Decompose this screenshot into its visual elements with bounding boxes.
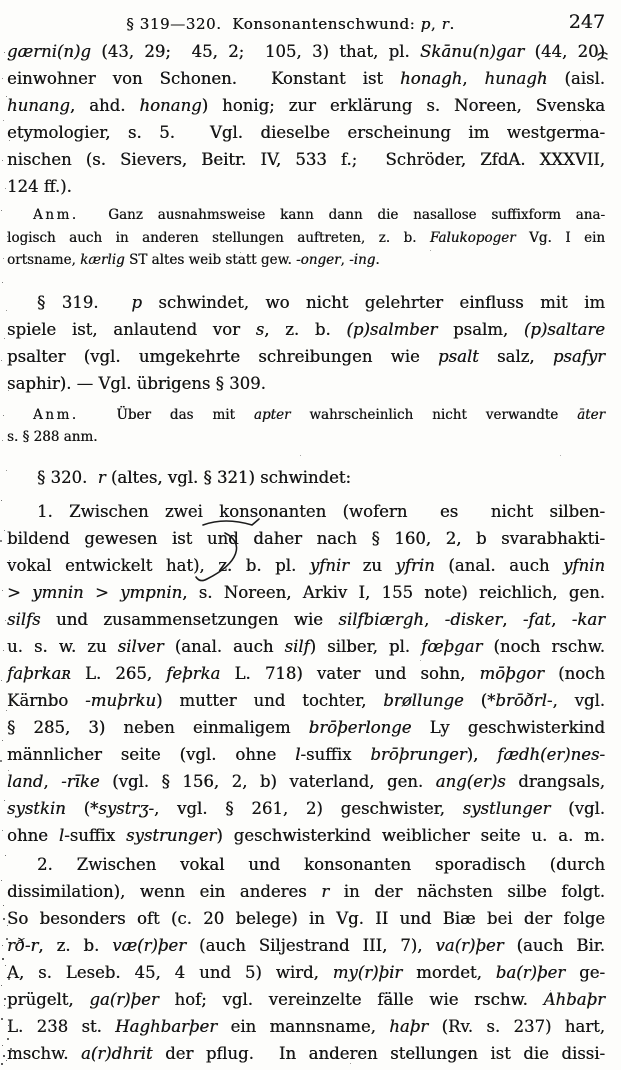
text-blocks bbox=[7, 38, 605, 1067]
text-line: logisch auch in anderen stellungen auftreten, z. b. Falukopoger Vg. I ein bbox=[7, 229, 605, 246]
text-line: rð-r, z. b. væ(r)þer (auch Siljestrand III, 7), va(r)þer (auch Bir. bbox=[7, 935, 605, 955]
text-line: dissimilation), wenn ein anderes r in der nächsten silbe folgt. bbox=[7, 881, 605, 901]
text-line: nischen (s. Sievers, Beitr. IV, 533 f.; Schröder, ZfdA. XXXVII, bbox=[7, 150, 605, 169]
text-line: faþrkaʀ L. 265, feþrka L. 718) vater und sohn, mōþgor (noch bbox=[7, 663, 605, 683]
text-line: gærni(n)g (43, 29; 45, 2; 105, 3) that, pl. Skānu(n)gar (44, 20) bbox=[7, 42, 605, 61]
scan-noise-speckles-large bbox=[0, 0, 2, 2]
paragraph-320-item-1 bbox=[7, 498, 605, 849]
text-line: > ymnin > ympnin, s. Noreen, Arkiv I, 155 note) reichlich, gen. bbox=[7, 582, 605, 602]
text-line: 124 ff.). bbox=[7, 177, 72, 196]
paragraph-320-item-2 bbox=[7, 851, 605, 1067]
text-line: mschw. a(r)dhrit der pflug. In anderen stellungen ist die dissi- bbox=[7, 1043, 605, 1063]
annotation-2 bbox=[7, 404, 605, 449]
text-line: vokal entwickelt hat), z. b. pl. yfnir zu yfrin (anal. auch yfnin bbox=[7, 555, 606, 575]
text-line: u. s. w. zu silver (anal. auch silf) silber, pl. fœþgar (noch rschw. bbox=[7, 636, 606, 656]
text-line: L. 238 st. Haghbarþer ein mannsname, haþr (Rv. s. 237) hart, bbox=[7, 1016, 605, 1036]
text-line: saphir). — Vgl. übrigens § 309. bbox=[7, 373, 266, 393]
text-line: A, s. Leseb. 45, 4 und 5) wird, my(r)þir mordet, ba(r)þer ge- bbox=[7, 962, 605, 982]
text-line: 1. Zwischen zwei konsonanten (wofern es nicht silben- bbox=[37, 501, 605, 521]
text-line: spiele ist, anlautend vor s, z. b. (p)salmber psalm, (p)saltare bbox=[7, 319, 605, 339]
text-line: psalter (vgl. umgekehrte schreibungen wie psalt salz, psafyr bbox=[7, 346, 605, 366]
text-line: ohne l-suffix systrunger) geschwisterkind weiblicher seite u. a. m. bbox=[7, 825, 605, 845]
text-line: ortsname, kærlig ST altes weib statt gew. -onger, -ing. bbox=[7, 252, 380, 268]
text-line: etymologier, s. 5. Vgl. dieselbe erscheinung im westgerma- bbox=[7, 123, 605, 142]
running-title: § 319—320. Konsonantenschwund: p, r. bbox=[126, 15, 455, 33]
text-line: Anm. Über das mit apter wahrscheinlich nicht verwandte āter bbox=[33, 406, 605, 423]
text-line: s. § 288 anm. bbox=[7, 429, 98, 445]
text-line: hunang, ahd. honang) honig; zur erklärung s. Noreen, Svenska bbox=[7, 96, 605, 115]
text-line: bildend gewesen ist und daher nach § 160, 2, b svarabhakti- bbox=[7, 528, 605, 548]
text-line: § 319. p schwindet, wo nicht gelehrter einfluss mit im bbox=[37, 292, 605, 312]
text-line: einwohner von Schonen. Konstant ist honagh, hunagh (aisl. bbox=[7, 69, 605, 88]
page-number: 247 bbox=[568, 11, 605, 33]
text-line: 2. Zwischen vokal und konsonanten sporadisch (durch bbox=[37, 854, 605, 874]
text-line: prügelt, ga(r)þer hof; vgl. vereinzelte fälle wie rschw. Ahbaþr bbox=[7, 989, 605, 1009]
paragraph-319 bbox=[7, 289, 605, 397]
annotation-1 bbox=[7, 204, 605, 272]
text-line: § 320. r (altes, vgl. § 321) schwindet: bbox=[37, 467, 351, 487]
text-line: systkin (*systrʒ-, vgl. § 261, 2) geschwister, systlunger (vgl. bbox=[7, 798, 606, 818]
heading-320 bbox=[7, 464, 605, 491]
text-line: männlicher seite (vgl. ohne l-suffix brōþrunger), fædh(er)nes- bbox=[7, 744, 605, 764]
page-header bbox=[0, 10, 621, 36]
text-line: Kärnbo -muþrku) mutter und tochter, brøllunge (*brōðrl-, vgl. bbox=[7, 690, 605, 710]
text-line: land, -rīke (vgl. § 156, 2, b) vaterland, gen. ang(er)s drangsals, bbox=[7, 771, 605, 791]
text-line: § 285, 3) neben einmaligem brōþerlonge Ly geschwisterkind bbox=[7, 717, 605, 737]
text-line: silfs und zusammensetzungen wie silfbiærgh, -disker, -fat, -kar bbox=[7, 609, 606, 629]
continuation-paragraph bbox=[7, 38, 605, 200]
text-line: Anm. Ganz ausnahmsweise kann dann die nasallose suffixform ana- bbox=[33, 207, 605, 223]
text-line: So besonders oft (c. 20 belege) in Vg. II und Biæ bei der folge bbox=[7, 908, 605, 928]
